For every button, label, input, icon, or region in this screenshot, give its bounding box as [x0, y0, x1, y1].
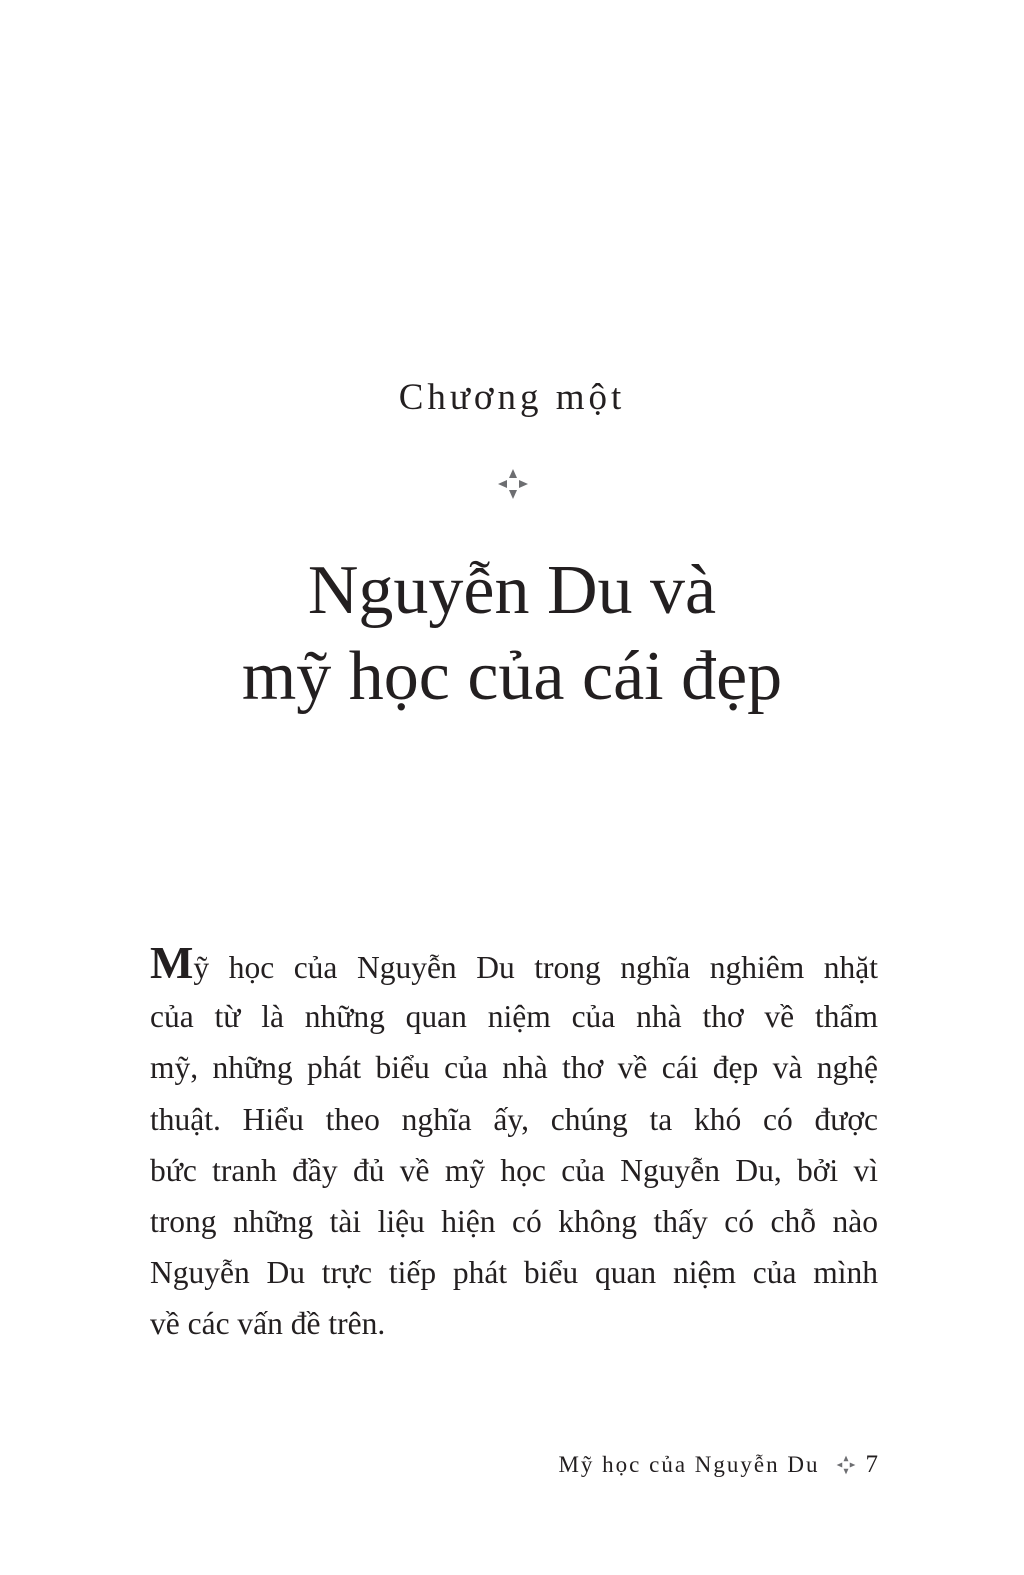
body-paragraph: [150, 937, 878, 1350]
drop-cap: M: [150, 937, 194, 988]
paragraph-line-text: ỹ học của Nguyễn Du trong nghĩa nghiêm nhặt: [193, 950, 878, 985]
page-footer: [558, 1450, 878, 1480]
page-number: 7: [865, 1451, 878, 1478]
four-point-star-icon: [836, 1455, 856, 1475]
chapter-label: Chương một: [398, 377, 626, 418]
paragraph-line: thuật. Hiểu theo nghĩa ấy, chúng ta khó có được: [150, 1101, 878, 1137]
paragraph-line: [150, 937, 878, 991]
paragraph-line: trong những tài liệu hiện có không thấy có chỗ nào: [150, 1203, 878, 1239]
paragraph-line: mỹ, những phát biểu của nhà thơ về cái đẹp và nghệ: [150, 1050, 878, 1086]
chapter-title: [0, 548, 1024, 720]
chapter-title-line-2: mỹ học của cái đẹp: [241, 638, 783, 715]
four-point-star-icon: [497, 468, 529, 500]
chapter-title-line-1: Nguyễn Du và: [307, 552, 717, 629]
paragraph-line: của từ là những quan niệm của nhà thơ về thẩm: [150, 999, 878, 1035]
paragraph-line: Nguyễn Du trực tiếp phát biểu quan niệm của mình: [150, 1255, 878, 1291]
running-title: Mỹ học của Nguyễn Du: [558, 1452, 820, 1477]
paragraph-line: về các vấn đề trên.: [150, 1306, 386, 1342]
paragraph-line: bức tranh đầy đủ về mỹ học của Nguyễn Du, bởi vì: [150, 1152, 878, 1188]
